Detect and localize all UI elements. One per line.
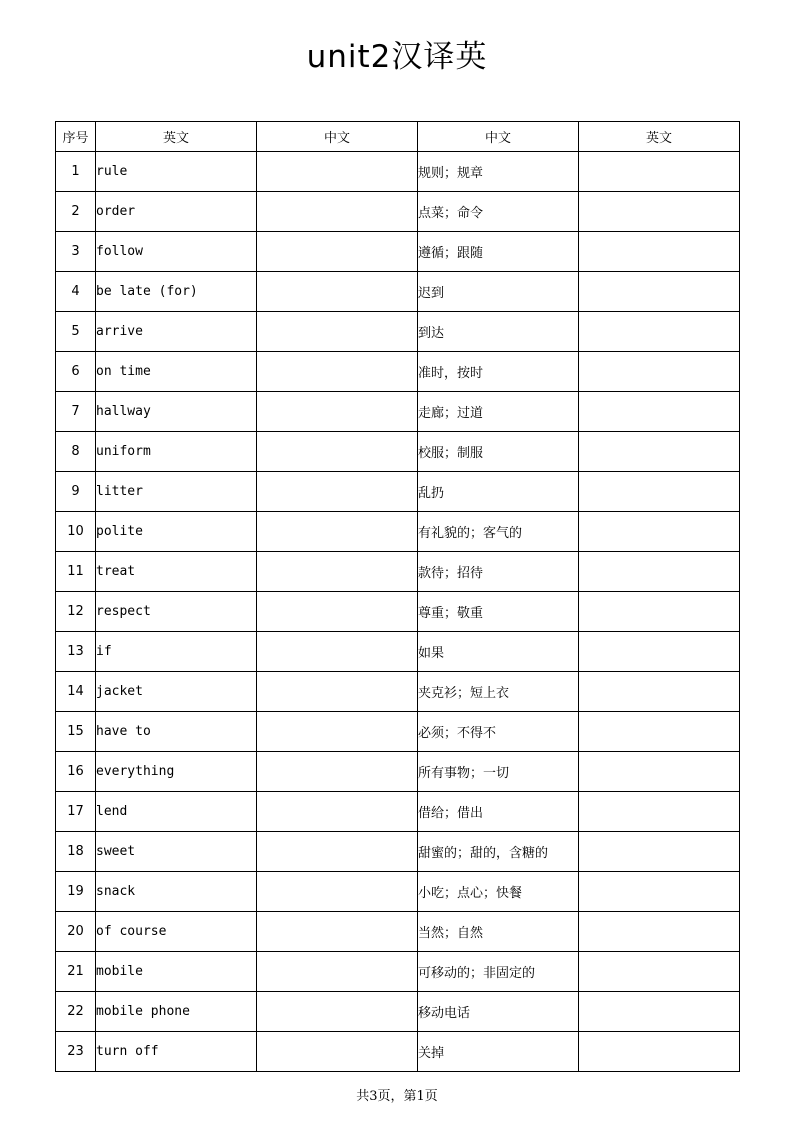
chinese-meaning: 准时，按时	[418, 352, 579, 392]
table-row	[56, 712, 740, 752]
english-answer-cell	[579, 952, 740, 992]
vocabulary-table	[55, 121, 740, 1072]
row-index: 15	[56, 712, 96, 752]
header-chinese: 中文	[257, 122, 418, 152]
row-index: 9	[56, 472, 96, 512]
chinese-answer-cell	[257, 552, 418, 592]
english-word: litter	[96, 472, 257, 512]
english-word: mobile	[96, 952, 257, 992]
row-index: 19	[56, 872, 96, 912]
chinese-meaning: 必须；不得不	[418, 712, 579, 752]
chinese-answer-cell	[257, 832, 418, 872]
chinese-meaning: 所有事物；一切	[418, 752, 579, 792]
english-answer-cell	[579, 472, 740, 512]
row-index: 14	[56, 672, 96, 712]
chinese-meaning: 当然；自然	[418, 912, 579, 952]
page-footer: 共3页，第1页	[356, 1089, 438, 1104]
row-index: 5	[56, 312, 96, 352]
english-answer-cell	[579, 712, 740, 752]
chinese-answer-cell	[257, 472, 418, 512]
row-index: 16	[56, 752, 96, 792]
row-index: 12	[56, 592, 96, 632]
english-answer-cell	[579, 272, 740, 312]
chinese-meaning: 关掉	[418, 1032, 579, 1072]
row-index: 10	[56, 512, 96, 552]
table-row	[56, 632, 740, 672]
row-index: 20	[56, 912, 96, 952]
table-header-row	[56, 122, 740, 152]
table-row	[56, 792, 740, 832]
chinese-answer-cell	[257, 672, 418, 712]
table-row	[56, 992, 740, 1032]
english-word: of course	[96, 912, 257, 952]
chinese-meaning: 甜蜜的；甜的，含糖的	[418, 832, 579, 872]
english-word: on time	[96, 352, 257, 392]
chinese-answer-cell	[257, 912, 418, 952]
header-index: 序号	[56, 122, 96, 152]
table-body	[56, 152, 740, 1072]
chinese-meaning: 可移动的；非固定的	[418, 952, 579, 992]
chinese-answer-cell	[257, 712, 418, 752]
english-word: polite	[96, 512, 257, 552]
row-index: 17	[56, 792, 96, 832]
row-index: 18	[56, 832, 96, 872]
english-word: arrive	[96, 312, 257, 352]
table-row	[56, 912, 740, 952]
chinese-meaning: 乱扔	[418, 472, 579, 512]
chinese-meaning: 借给；借出	[418, 792, 579, 832]
page-title: unit2汉译英	[306, 39, 488, 75]
row-index: 7	[56, 392, 96, 432]
english-answer-cell	[579, 1032, 740, 1072]
row-index: 6	[56, 352, 96, 392]
table-row	[56, 672, 740, 712]
row-index: 23	[56, 1032, 96, 1072]
table-row	[56, 152, 740, 192]
chinese-meaning: 款待；招待	[418, 552, 579, 592]
row-index: 22	[56, 992, 96, 1032]
english-word: have to	[96, 712, 257, 752]
chinese-meaning: 移动电话	[418, 992, 579, 1032]
english-answer-cell	[579, 512, 740, 552]
english-word: if	[96, 632, 257, 672]
chinese-answer-cell	[257, 432, 418, 472]
chinese-meaning: 到达	[418, 312, 579, 352]
chinese-meaning: 遵循；跟随	[418, 232, 579, 272]
english-answer-cell	[579, 232, 740, 272]
english-answer-cell	[579, 672, 740, 712]
chinese-answer-cell	[257, 592, 418, 632]
chinese-answer-cell	[257, 352, 418, 392]
english-word: turn off	[96, 1032, 257, 1072]
chinese-answer-cell	[257, 232, 418, 272]
chinese-meaning: 迟到	[418, 272, 579, 312]
chinese-answer-cell	[257, 312, 418, 352]
english-answer-cell	[579, 912, 740, 952]
chinese-answer-cell	[257, 192, 418, 232]
chinese-meaning: 走廊；过道	[418, 392, 579, 432]
chinese-meaning: 夹克衫；短上衣	[418, 672, 579, 712]
english-word: order	[96, 192, 257, 232]
chinese-answer-cell	[257, 992, 418, 1032]
english-answer-cell	[579, 152, 740, 192]
chinese-answer-cell	[257, 392, 418, 432]
english-word: lend	[96, 792, 257, 832]
table-row	[56, 832, 740, 872]
english-word: be late (for)	[96, 272, 257, 312]
table-row	[56, 592, 740, 632]
chinese-answer-cell	[257, 512, 418, 552]
english-answer-cell	[579, 192, 740, 232]
row-index: 21	[56, 952, 96, 992]
english-word: follow	[96, 232, 257, 272]
english-answer-cell	[579, 392, 740, 432]
english-answer-cell	[579, 432, 740, 472]
english-answer-cell	[579, 592, 740, 632]
chinese-answer-cell	[257, 152, 418, 192]
table-row	[56, 872, 740, 912]
chinese-meaning: 校服；制服	[418, 432, 579, 472]
table-row	[56, 472, 740, 512]
chinese-meaning: 小吃；点心；快餐	[418, 872, 579, 912]
chinese-meaning: 点菜；命令	[418, 192, 579, 232]
table-row	[56, 392, 740, 432]
english-answer-cell	[579, 632, 740, 672]
english-answer-cell	[579, 312, 740, 352]
header-chinese-2: 中文	[418, 122, 579, 152]
english-word: rule	[96, 152, 257, 192]
english-answer-cell	[579, 832, 740, 872]
chinese-answer-cell	[257, 1032, 418, 1072]
table-row	[56, 952, 740, 992]
table-row	[56, 752, 740, 792]
english-answer-cell	[579, 552, 740, 592]
chinese-answer-cell	[257, 272, 418, 312]
english-word: everything	[96, 752, 257, 792]
chinese-answer-cell	[257, 632, 418, 672]
table-row	[56, 192, 740, 232]
table-row	[56, 272, 740, 312]
english-word: uniform	[96, 432, 257, 472]
row-index: 3	[56, 232, 96, 272]
table-row	[56, 312, 740, 352]
table-row	[56, 232, 740, 272]
english-word: mobile phone	[96, 992, 257, 1032]
english-answer-cell	[579, 992, 740, 1032]
english-answer-cell	[579, 752, 740, 792]
english-word: hallway	[96, 392, 257, 432]
chinese-answer-cell	[257, 872, 418, 912]
header-english-2: 英文	[579, 122, 740, 152]
table-row	[56, 1032, 740, 1072]
english-word: jacket	[96, 672, 257, 712]
table-row	[56, 432, 740, 472]
chinese-meaning: 如果	[418, 632, 579, 672]
english-answer-cell	[579, 872, 740, 912]
english-word: treat	[96, 552, 257, 592]
row-index: 4	[56, 272, 96, 312]
table-row	[56, 352, 740, 392]
english-word: sweet	[96, 832, 257, 872]
chinese-answer-cell	[257, 792, 418, 832]
chinese-answer-cell	[257, 952, 418, 992]
chinese-meaning: 尊重；敬重	[418, 592, 579, 632]
row-index: 1	[56, 152, 96, 192]
row-index: 2	[56, 192, 96, 232]
row-index: 11	[56, 552, 96, 592]
english-word: snack	[96, 872, 257, 912]
chinese-meaning: 规则；规章	[418, 152, 579, 192]
english-answer-cell	[579, 352, 740, 392]
row-index: 13	[56, 632, 96, 672]
table-row	[56, 552, 740, 592]
table-row	[56, 512, 740, 552]
chinese-answer-cell	[257, 752, 418, 792]
header-english: 英文	[96, 122, 257, 152]
row-index: 8	[56, 432, 96, 472]
english-word: respect	[96, 592, 257, 632]
chinese-meaning: 有礼貌的；客气的	[418, 512, 579, 552]
english-answer-cell	[579, 792, 740, 832]
